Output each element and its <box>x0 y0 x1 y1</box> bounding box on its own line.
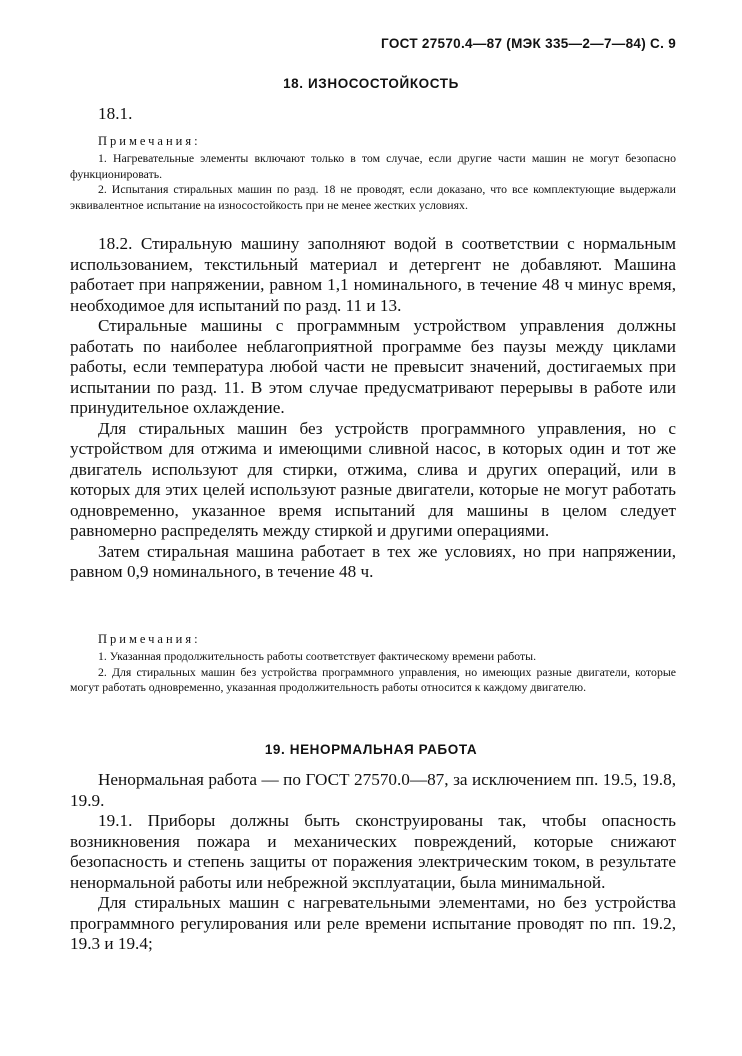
notes-2-item-1: 1. Указанная продолжительность работы соответствует фактическому времени работы. <box>98 649 537 663</box>
section-18-body <box>70 234 676 583</box>
paragraph-heating-elements: Для стиральных машин с нагревательными элементами, но без устройства программного регулирования или реле времени испытание проводят по пп. 19.2, 19.3 и 19.4; <box>70 893 676 953</box>
clause-18-1-block <box>70 104 676 124</box>
paragraph-19-1: 19.1. Приборы должны быть сконструированы так, чтобы опасность возникновения пожара и механических повреждений, которые снижают безопасность и степень защиты от поражения электрическим током, в результате ненормальной работы или небрежной эксплуатации, была минимальной. <box>70 811 676 892</box>
section-18-title: 18. ИЗНОСОСТОЙКОСТЬ <box>283 76 459 91</box>
notes-1 <box>70 134 676 213</box>
paragraph-no-program-control: Для стиральных машин без устройств программного управления, но с устройством для отжима и имеющими сливной насос, в которых один и тот же двигатель используют для стирки, отжима, слива и других операций, или в которых для этих целей используют разные двигатели, которые не могут работать одновременно, указанное время испытаний для машины в целом следует равномерно распределять между стиркой и другими операциями. <box>70 418 676 540</box>
notes-2-title: Примечания: <box>98 632 201 646</box>
section-19-title: 19. НЕНОРМАЛЬНАЯ РАБОТА <box>264 742 478 757</box>
clause-18-1-number: 18.1. <box>98 104 133 123</box>
notes-1-title: Примечания: <box>98 134 201 148</box>
paragraph-reduced-voltage: Затем стиральная машина работает в тех же условиях, но при напряжении, равном 0,9 номинального, в течение 48 ч. <box>70 541 676 581</box>
page-header: ГОСТ 27570.4—87 (МЭК 335—2—7—84) С. 9 <box>381 36 676 51</box>
paragraph-abnormal-operation: Ненормальная работа — по ГОСТ 27570.0—87, за исключением пп. 19.5, 19.8, 19.9. <box>70 770 676 810</box>
notes-2 <box>70 632 676 696</box>
paragraph-18-2: 18.2. Стиральную машину заполняют водой в соответствии с нормальным использованием, текстильный материал и детергент не добавляют. Машина работает при напряжении, равном 1,1 номинального, в течение 48 ч минус время, необходимое для испытаний по разд. 11 и 13. <box>70 234 676 315</box>
notes-2-item-2: 2. Для стиральных машин без устройства программного управления, но имеющих разные двигатели, которые могут работать одновременно, указанная продолжительность работы относится к каждому двигателю. <box>70 664 676 694</box>
paragraph-program-control: Стиральные машины с программным устройством управления должны работать по наиболее неблагоприятной программе без паузы между циклами работы, если температура любой части не превысит значений, достигаемых при испытании по разд. 11. В этом случае предусматривают перерывы в работе или принудительное охлаждение. <box>70 316 676 417</box>
notes-1-item-2: 2. Испытания стиральных машин по разд. 18 не проводят, если доказано, что все комплектующие выдержали эквивалентное испытание на износостойкость при не менее жестких условиях. <box>70 182 676 212</box>
section-19-body <box>70 770 676 955</box>
notes-1-item-1: 1. Нагревательные элементы включают только в том случае, если другие части машин не могут безопасно функционировать. <box>70 151 676 181</box>
